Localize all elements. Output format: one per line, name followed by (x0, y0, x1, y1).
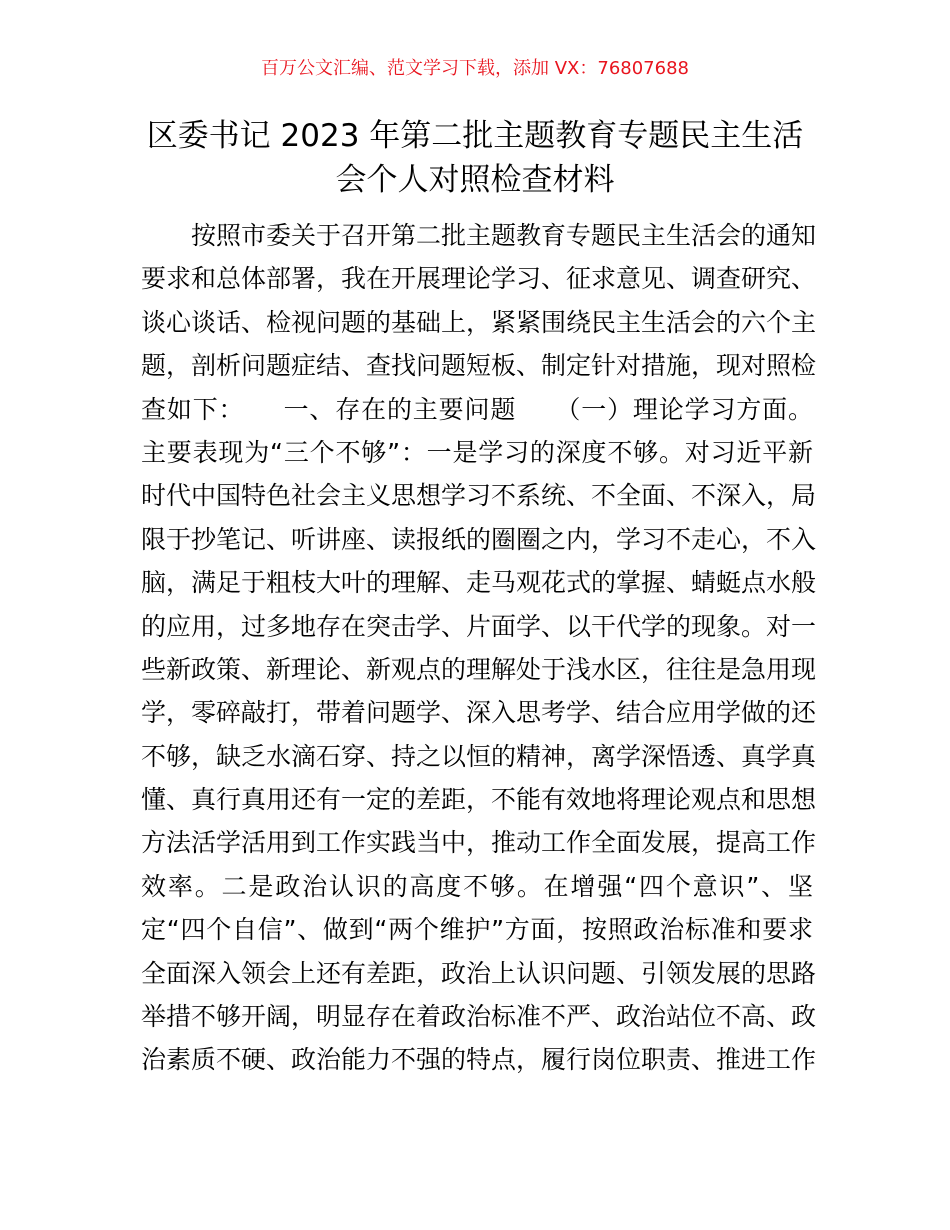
body-line: 限于抄笔记、听讲座、读报纸的圈圈之内，学习不走心，不入 (141, 524, 817, 554)
body-line: 脑，满足于粗枝大叶的理解、走马观花式的掌握、蜻蜓点水般 (141, 568, 817, 598)
body-line: 学，零碎敲打，带着问题学、深入思考学、结合应用学做的还 (141, 698, 817, 728)
title-line-2: 会个人对照检查材料 (335, 162, 615, 198)
body-line: 时代中国特色社会主义思想学习不系统、不全面、不深入，局 (141, 481, 817, 511)
body-line: 懂、真行真用还有一定的差距，不能有效地将理论观点和思想 (141, 785, 817, 815)
watermark-header: 百万公文汇编、范文学习下载，添加 VX：76807688 (261, 58, 689, 79)
body-line: 方法活学活用到工作实践当中，推动工作全面发展，提高工作 (141, 828, 817, 858)
body-line: 要求和总体部署，我在开展理论学习、征求意见、调查研究、 (141, 264, 817, 294)
body-line: 治素质不硬、政治能力不强的特点，履行岗位职责、推进工作 (141, 1045, 817, 1075)
body-line: 效率。二是政治认识的高度不够。在增强“四个意识”、坚 (141, 871, 813, 901)
body-line: 按照市委关于召开第二批主题教育专题民主生活会的通知 (191, 221, 817, 250)
body-line: 全面深入领会上还有差距，政治上认识问题、引领发展的思路 (141, 958, 817, 988)
body-line: 些新政策、新理论、新观点的理解处于浅水区，往往是急用现 (141, 654, 817, 684)
body-line: 主要表现为“三个不够”：一是学习的深度不够。对习近平新 (141, 437, 813, 467)
title-line-1: 区委书记 2023 年第二批主题教育专题民主生活 (146, 118, 804, 154)
body-line: 查如下： 一、存在的主要问题 （一）理论学习方面。 (141, 394, 813, 424)
body-line: 定“四个自信”、做到“两个维护”方面，按照政治标准和要求 (141, 915, 813, 945)
body-line: 不够，缺乏水滴石穿、持之以恒的精神，离学深悟透、真学真 (141, 741, 817, 771)
body-line: 题，剖析问题症结、查找问题短板、制定针对措施，现对照检 (141, 351, 817, 381)
document-title (120, 114, 830, 202)
body-line: 的应用，过多地存在突击学、片面学、以干代学的现象。对一 (141, 611, 817, 641)
body-line: 谈心谈话、检视问题的基础上，紧紧围绕民主生活会的六个主 (141, 307, 817, 337)
document-body (141, 214, 817, 1082)
body-line: 举措不够开阔，明显存在着政治标准不严、政治站位不高、政 (141, 1002, 817, 1032)
